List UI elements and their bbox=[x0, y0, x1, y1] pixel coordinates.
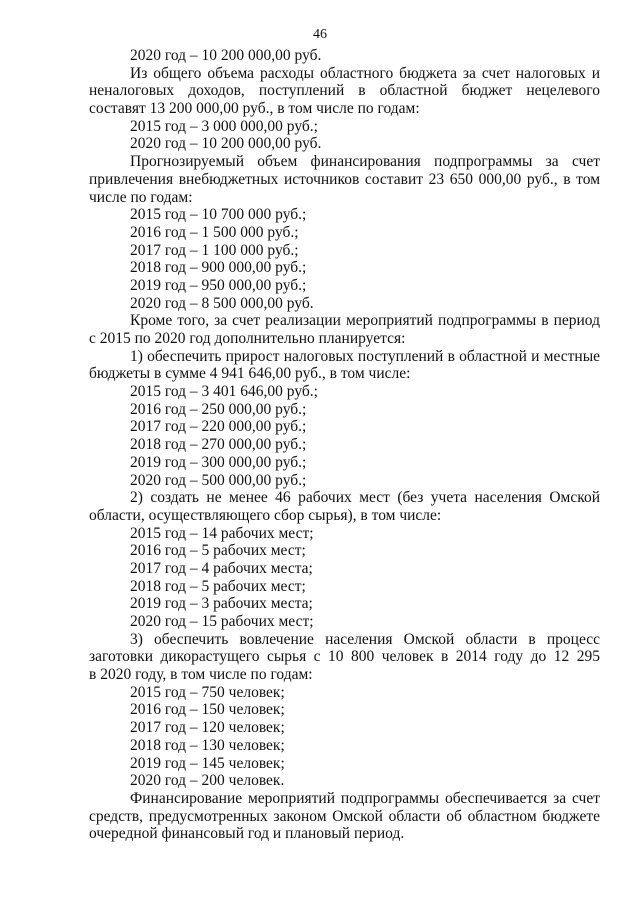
text-line: 2017 год – 120 человек; bbox=[130, 719, 285, 737]
text-line: 2015 год – 3 401 646,00 руб.; bbox=[130, 383, 318, 401]
text-line: 1) обеспечить прирост налоговых поступлений в областной и местные bbox=[130, 347, 600, 365]
text-line: числе по годам: bbox=[89, 188, 193, 206]
text-line: 2019 год – 145 человек; bbox=[130, 754, 285, 772]
text-line: Прогнозируемый объем финансирования подпрограммы за счет bbox=[130, 153, 600, 171]
text-line: 2) создать не менее 46 рабочих мест (без учета населения Омской bbox=[130, 489, 600, 507]
text-line: 2018 год – 270 000,00 руб.; bbox=[130, 436, 307, 454]
text-line: Из общего объема расходы областного бюджета за счет налоговых и bbox=[130, 64, 600, 82]
text-line: в 2020 году, в том числе по годам: bbox=[89, 666, 313, 684]
text-line: 2016 год – 150 человек; bbox=[130, 701, 285, 719]
text-line: бюджеты в сумме 4 941 646,00 руб., в том числе: bbox=[89, 365, 411, 383]
text-line: 2017 год – 220 000,00 руб.; bbox=[130, 418, 307, 436]
text-line: привлечения внебюджетных источников составит 23 650 000,00 руб., в том bbox=[89, 170, 600, 188]
text-line: 2019 год – 300 000,00 руб.; bbox=[130, 453, 307, 471]
text-line: средств, предусмотренных законом Омской области об областном бюджете bbox=[89, 807, 600, 825]
text-line: области, осуществляющего сбор сырья), в том числе: bbox=[89, 506, 442, 524]
text-line: очередной финансовый год и плановый период. bbox=[89, 825, 405, 843]
text-line: Финансирование мероприятий подпрограммы обеспечивается за счет bbox=[130, 789, 600, 807]
text-line: 3) обеспечить вовлечение населения Омской области в процесс bbox=[130, 630, 600, 648]
text-line: Кроме того, за счет реализации мероприятий подпрограммы в период bbox=[130, 312, 600, 330]
text-line: 2016 год – 5 рабочих мест; bbox=[130, 542, 306, 560]
text-line: 2015 год – 750 человек; bbox=[130, 683, 285, 701]
text-line: 2015 год – 10 700 000 руб.; bbox=[130, 206, 307, 224]
text-line: 2017 год – 1 100 000 руб.; bbox=[130, 241, 299, 259]
text-line: 2019 год – 950 000,00 руб.; bbox=[130, 276, 307, 294]
text-line: с 2015 по 2020 год дополнительно планируется: bbox=[89, 330, 406, 347]
page-number: 46 bbox=[313, 27, 327, 42]
text-line: составят 13 200 000,00 руб., в том числе по годам: bbox=[89, 100, 420, 118]
text-line: 2020 год – 500 000,00 руб.; bbox=[130, 471, 307, 489]
text-line: 2015 год – 3 000 000,00 руб.; bbox=[130, 117, 318, 135]
text-line: 2018 год – 900 000,00 руб.; bbox=[130, 259, 307, 277]
text-line: 2020 год – 200 человек. bbox=[130, 772, 285, 790]
text-line: 2016 год – 1 500 000 руб.; bbox=[130, 223, 299, 241]
text-line: 2018 год – 130 человек; bbox=[130, 736, 285, 754]
text-line: 2020 год – 10 200 000,00 руб. bbox=[130, 47, 322, 64]
text-line: 2020 год – 8 500 000,00 руб. bbox=[130, 294, 314, 312]
text-line: неналоговых доходов, поступлений в областной бюджет нецелевого bbox=[89, 82, 600, 100]
text-line: 2018 год – 5 рабочих мест; bbox=[130, 577, 306, 595]
text-line: 2016 год – 250 000,00 руб.; bbox=[130, 400, 307, 418]
text-line: 2020 год – 15 рабочих мест; bbox=[130, 613, 314, 630]
text-line: 2020 год – 10 200 000,00 руб. bbox=[130, 135, 322, 153]
document-body bbox=[89, 47, 600, 843]
text-line: 2019 год – 3 рабочих места; bbox=[130, 595, 313, 613]
text-line: 2015 год – 14 рабочих мест; bbox=[130, 524, 314, 542]
text-line: 2017 год – 4 рабочих места; bbox=[130, 559, 313, 577]
text-line: заготовки дикорастущего сырья с 10 800 человек в 2014 году до 12 295 bbox=[89, 648, 600, 666]
